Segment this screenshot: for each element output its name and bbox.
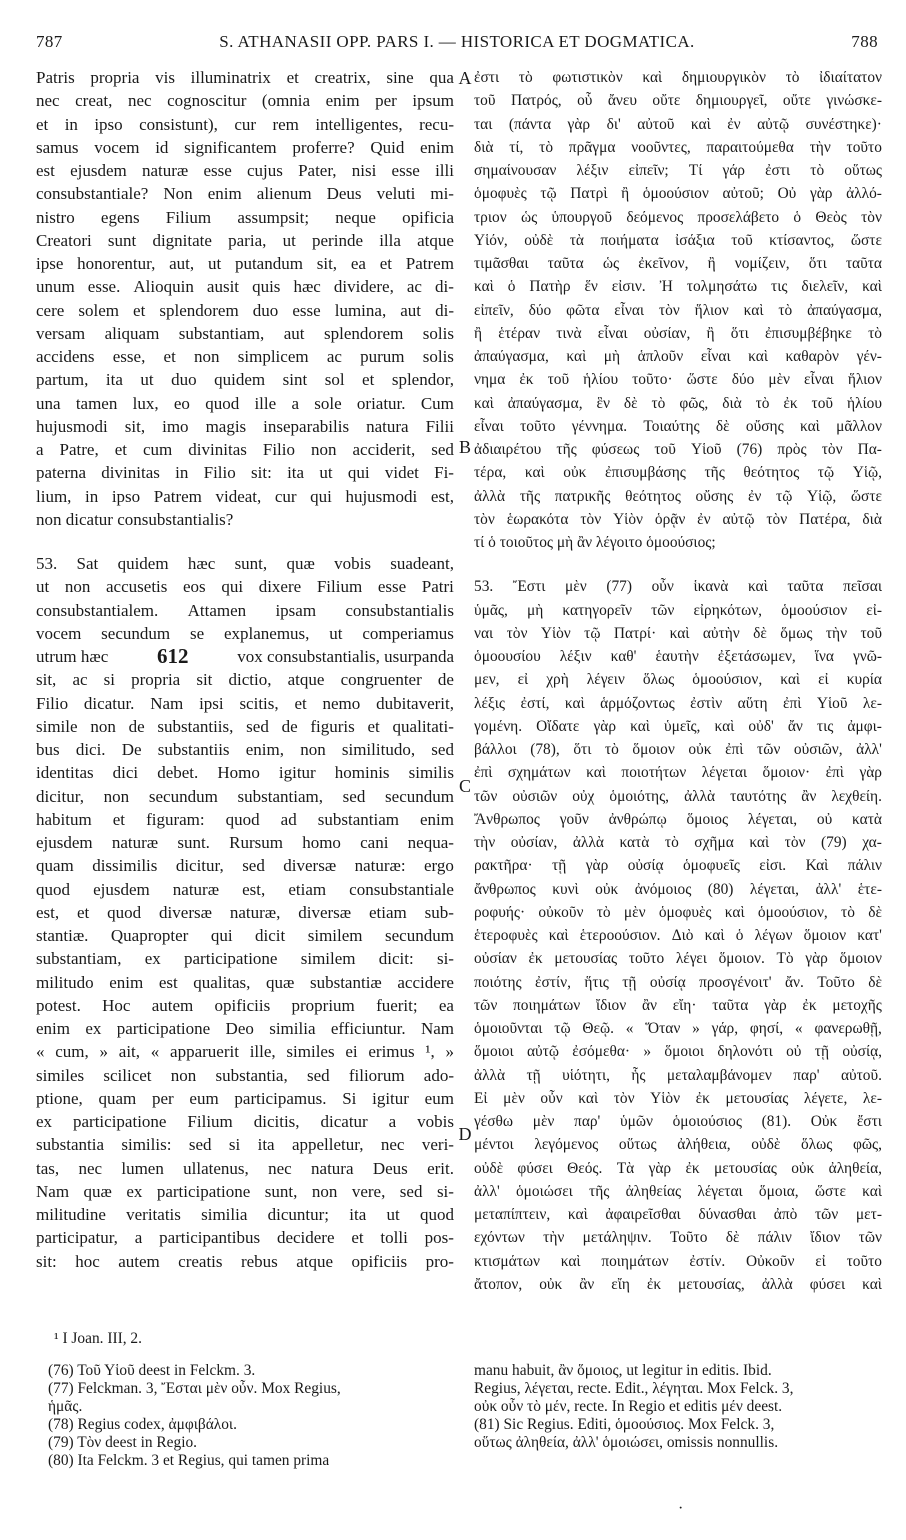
greek-line: νημα ἐκ τοῦ ἡλίου τοῦτο· ὥστε δύο μὲν εἶναι ἥλιον (474, 371, 882, 389)
margin-marker-a: A (458, 68, 472, 88)
footnote-line: (76) Τοῦ Υἱοῦ deest in Felckm. 3. (48, 1362, 256, 1379)
greek-line: ὁμοιοῦνται τῷ Θεῷ. « Ὅταν » γάρ, φησί, « φανερωθῇ, (474, 1020, 882, 1037)
greek-line: ἐπὶ σχημάτων καὶ ποιοτήτων λέγεται ὅμοιον· ἐπὶ γὰρ (474, 764, 882, 782)
greek-line: τῶν οὐσιῶν οὐχ ὁμοιότης, ἀλλὰ ταυτότης ἂν λεχθείη. (474, 787, 882, 805)
greek-line: ἢ ἑτέραν τινὰ εἶναι οὐσίαν, ἢ ὅτι ἐπισυμβέβηκε τὸ (474, 324, 882, 342)
footnote-line: (81) Sic Regius. Editi, ὁμοούσιος. Mox Felck. 3, (474, 1416, 775, 1433)
greek-line: ἀπαύγασμα, καὶ μὴ ἁπλοῦν εἶναι καὶ καθαρὸν γέν- (474, 348, 882, 365)
latin-line: quod ejusdem naturæ est, etiam consubstantiale (36, 879, 454, 899)
greek-line: μέντοι λεγόμενος οὕτως ἀλήθεια, οὐδὲ ὅλως φῶς, (474, 1136, 882, 1154)
latin-line: similes scilicet non substantia, sed filiorum ado- (36, 1065, 454, 1085)
greek-line: οὐσίαν ἐκ μετουσίας τοῦτο λέγει ὅμοιον. Τὸ γὰρ ὅμοιον (474, 950, 882, 968)
latin-column (36, 66, 454, 1273)
latin-line: enim ex participatione Deo similia efficiuntur. Nam (36, 1019, 454, 1038)
latin-line: consubstantiale? Non enim alienum Deus veluti mi- (36, 184, 454, 204)
greek-line: τῶν ποιημάτων ἴδιον ἂν εἴη· ταῦτα γὰρ ἐκ μετοχῆς (474, 996, 882, 1014)
footnote-line: (77) Felckman. 3, Ἔσται μὲν οὖν. Mox Regius, (48, 1380, 341, 1397)
greek-line: 53. Ἔστι μὲν (77) οὖν ἱκανὰ καὶ ταῦτα πεῖσαι (474, 578, 882, 596)
latin-line: vocem secundum se explanemus, ut comperiamus (36, 623, 454, 643)
latin-line: hujusmodi sit, imo magis inseparabilis natura Filii (36, 416, 454, 436)
latin-line: ut non accusetis eos qui dixere Filium esse Patri (36, 577, 454, 597)
greek-line: τοῦ Πατρός, οὗ ἄνευ οὔτε δημιουργεῖ, οὔτε γινώσκε- (474, 92, 882, 110)
latin-line: ex participatione Filium dicitis, dicatur a vobis (36, 1112, 454, 1131)
paragraph-gap (474, 554, 882, 575)
footnotes-right (474, 1362, 882, 1452)
greek-line: τὴν οὐσίαν, ἀλλὰ κατὰ τὸ σχῆμα καὶ τὸν (79) χα- (474, 834, 882, 851)
greek-line: ἑτεροφυὲς καὶ ἑτεροούσιον. Διὸ καὶ ὁ λέγων ὅμοιον κατ' (474, 927, 882, 944)
text-segment: utrum hæc (36, 647, 109, 666)
paragraph-gap (36, 531, 454, 552)
latin-line: bus dici. De substantiis enim, non similitudo, sed (36, 740, 454, 759)
latin-line: accidens esse, et non simplicem ac purum solis (36, 347, 454, 366)
greek-line: μεταπίπτειν, καὶ ἀφαιρεῖσθαι δύνασθαι ἀπὸ τῶν μετ- (474, 1206, 882, 1223)
footnote-line: (80) Ita Felckm. 3 et Regius, qui tamen prima (48, 1452, 330, 1469)
greek-line: εἰπεῖν, δύο φῶτα εἶναι τὸν ἥλιον καὶ τὸ ἀπαύγασμα, (474, 301, 882, 319)
greek-line: ἄνθρωπος κυνὶ οὐκ ἀνόμοιος (80) λέγεται, ἀλλ' ἑτε- (474, 880, 882, 898)
latin-line: stantiæ. Quapropter qui dicit similem secundum (36, 926, 454, 945)
running-title: S. ATHANASII OPP. PARS I. — HISTORICA ET DOGMATICA. (219, 32, 695, 51)
greek-line: ἀλλὰ τῇ υἱότητι, ἧς μεταλαμβάνομεν παρ' αὐτοῦ. (474, 1066, 882, 1084)
latin-line: simile non de substantiis, sed de figuris et qualitati- (36, 716, 454, 736)
greek-line: ται (πάντα γὰρ δι' αὐτοῦ καὶ ἐν αὐτῷ συνέστηκε)· (474, 115, 882, 133)
greek-line: οὐδὲ φύσει Θεός. Τὰ γὰρ ἐκ μετουσίας οὐκ ἀληθεία, (474, 1159, 882, 1177)
greek-line: ἐστι τὸ φωτιστικὸν καὶ δημιουργικὸν τὸ ἰδιαίτατον (474, 69, 882, 86)
greek-line: διὰ τί, τὸ πρᾶγμα νοοῦντες, παραιτούμεθα τὴν τοῦτο (474, 138, 882, 156)
scripture-reference: ¹ I Joan. III, 2. (54, 1330, 142, 1347)
latin-line: « cum, » ait, « apparuerit ille, similes ei erimus ¹, » (36, 1042, 454, 1062)
greek-line: ροφυής· οὐκοῦν τὸ μὲν ὁμοφυὲς καὶ ὁμοούσιον, τὸ δὲ (474, 903, 882, 921)
latin-line: samus vocem id significantem proferre? Quid enim (36, 137, 454, 157)
latin-line: lium, in ipso Patrem videat, cur qui hujusmodi est, (36, 486, 454, 506)
text-segment: vox consubstantialis, usurpanda (237, 647, 454, 666)
footnote-line: (78) Regius codex, ἀμφιβάλοι. (48, 1416, 237, 1433)
greek-line: καὶ ἀπαύγασμα, ἓν δὲ τὸ φῶς, διὰ τὸ ἐκ τοῦ ἡλίου (474, 394, 882, 412)
latin-line: est, et quod diversæ naturæ, diversæ etiam sub- (36, 902, 454, 922)
latin-line: non dicatur consubstantialis? (36, 509, 234, 529)
greek-line: λέξις ἐστί, καὶ ἁρμόζοντως ἐστὶν αὕτη ἐπὶ Υἱοῦ λε- (474, 694, 882, 712)
latin-line: Nam quæ ex participatione sunt, non vere, sed si- (36, 1181, 454, 1201)
greek-line: Εἰ μὲν οὖν καὶ τὸν Υἱὸν ἐκ μετουσίας λέγετε, λε- (474, 1089, 882, 1107)
latin-line: nec creat, nec cognoscitur (omnia enim per ipsum (36, 91, 454, 111)
greek-line: ναι τὸν Υἱὸν τῷ Πατρί· καὶ αὐτὴν δὲ ὅμως τὴν τοῦ (474, 624, 882, 642)
greek-line: γέσθω μὲν παρ' ὑμῶν ὁμοιούσιος (81). Οὐκ ἔστι (474, 1113, 882, 1130)
latin-line: quam dissimilis dicitur, sed diversæ naturæ: ergo (36, 856, 454, 876)
latin-line (36, 645, 454, 668)
latin-line: sit: hoc autem creatis rebus atque opificiis pro- (36, 1251, 454, 1271)
latin-line: identitas dici debet. Homo igitur hominis similis (36, 763, 454, 783)
greek-line: ὁμοφυὲς τῷ Πατρὶ ἢ ὁμοούσιον αὐτοῦ; Οὐ γὰρ ἀλλό- (474, 185, 882, 203)
greek-line: Ἄνθρωπος γοῦν ἀνθρώπῳ ὅμοιος λέγεται, οὐ κατὰ (474, 810, 882, 828)
latin-line: militudine veritatis similia dicuntur; ita ut quod (36, 1205, 454, 1224)
latin-line: et in ipso consistunt), cur rem intelligentes, recu- (36, 114, 454, 134)
right-page-number: 788 (851, 32, 878, 51)
greek-line: ποιότης ἐστίν, ἥτις τῇ οὐσίᾳ προσγένοιτ' ἄν. Τοῦτο δὲ (474, 973, 882, 991)
latin-line: substantiam, ex participatione similem dicit: si- (36, 949, 454, 969)
latin-line: versam aliquam substantiam, aut splendorem solis (36, 323, 454, 343)
greek-line: ὑμᾶς, μὴ κατηγορεῖν τῶν εἰρηκότων, ὁμοούσιον εἰ- (474, 601, 882, 619)
greek-line: κτισμάτων καὶ ποιημάτων ἐστίν. Οὐκοῦν εἰ τοῦτο (474, 1252, 882, 1270)
latin-line: dicitur, non secundum substantiam, sed secundum (36, 786, 454, 806)
margin-marker-d: D (458, 1124, 472, 1144)
column-number: 612 (157, 644, 189, 668)
footnote-line: (79) Τὸν deest in Regio. (48, 1434, 198, 1451)
latin-line: nistro egens Filium assumpsit; neque opificia (36, 207, 454, 227)
footnote-line: manu habuit, ἂν ὅμοιος, ut legitur in editis. Ibid. (474, 1362, 772, 1379)
latin-line: ejusdem naturæ sunt. Rursum homo cani nequa- (36, 833, 454, 852)
latin-line: participatur, a participantibus decidere et tolli pos- (36, 1228, 454, 1248)
greek-line: τέρα, καὶ οὐκ ἐπισυμβάσης τῆς θεότητος τῷ Υἱῷ, (474, 464, 882, 482)
latin-line: a Patre, et cum divinitas Filio non acciderit, sed (36, 440, 454, 459)
latin-line: ptione, quam per eum participamus. Si igitur eum (36, 1088, 454, 1108)
greek-line: σημαίνουσαν λέξιν εἰπεῖν; Τί γάρ ἐστι τὸ οὕτως (474, 162, 882, 179)
greek-line: εἶναι τοῦτο γέννημα. Τοιαύτης δὲ οὔσης καὶ μᾶλλον (474, 417, 882, 435)
footnote-line: Regius, λέγεται, recte. Edit., λέγηται. Mox Felck. 3, (474, 1380, 794, 1397)
latin-line: Filio dicatur. Nam ipsi scitis, et nemo dubitaverit, (36, 693, 454, 713)
latin-line: una tamen lux, eo quod ille a sole oriatur. Cum (36, 393, 454, 413)
footnotes-left (48, 1362, 458, 1470)
greek-line: τὸν ἑωρακότα τὸν Υἱὸν ὁρᾷν ἐν αὐτῷ τὸν Πατέρα, διὰ (474, 510, 882, 528)
greek-line: βάλλοι (78), ὅτι τὸ ὅμοιον οὐκ ἐπὶ τῶν οὐσιῶν, ἀλλ' (474, 741, 882, 758)
greek-line: ἄτοπον, οὐκ ἂν εἴη ἐκ μετουσίας, ἀλλὰ φύσει καὶ (474, 1275, 882, 1293)
footnote-line: οὐκ οὖν τὸ μέν, recte. In Regio et editis μέν deest. (474, 1398, 783, 1415)
latin-line: unum esse. Alioquin ausit quis hæc dividere, ac di- (36, 277, 454, 297)
greek-line: ὅμοιοι αὐτῷ ἐσόμεθα· » ὅμοιοι δηλονότι οὐ τῇ οὐσίᾳ, (474, 1043, 882, 1061)
margin-marker-c: C (458, 776, 471, 796)
latin-line: militudo enim est qualitas, quæ substantiæ accidere (36, 972, 454, 992)
latin-line: substantia similis: sed si ita appelletur, nec veri- (36, 1135, 454, 1155)
margin-marker-b: B (458, 437, 471, 457)
greek-line: ὁμοουσίου λέξιν καθ' ἑαυτὴν ἐξετάσωμεν, ἵνα γνῶ- (474, 648, 882, 665)
latin-line: consubstantialem. Attamen ipsam consubstantialis (36, 600, 454, 620)
greek-line: ἀδιαιρέτου τῆς φύσεως τοῦ Υἱοῦ (76) πρὸς τὸν Πα- (474, 441, 882, 458)
footnote-line: οὕτως ἀληθεία, ἀλλ' ὁμοιώσει, omissis nonnullis. (474, 1434, 779, 1451)
greek-column (474, 66, 882, 1296)
greek-line: τριον ὡς ὑπουργοῦ δεόμενος προσελάβετο ὁ Θεὸς τὸν (474, 208, 882, 226)
latin-line: ipse honorentur, aut, ut putandum sit, ea et Patrem (36, 254, 454, 273)
page-header (36, 32, 878, 62)
latin-line: 53. Sat quidem hæc sunt, quæ vobis suadeant, (36, 554, 454, 573)
latin-line: cere solem et splendorem duo esse lumina, aut di- (36, 300, 454, 320)
greek-line: γομένη. Οἴδατε γὰρ καὶ ὑμεῖς, καὶ οὐδ' ἄν τις ἀμφι- (474, 717, 882, 735)
greek-line: εχόντων τὴν μετάληψιν. Τοῦτο δὲ πάλιν ἴδιον τῶν (474, 1229, 882, 1247)
latin-line: sit, ac si propria sit dictio, atque congruenter de (36, 670, 454, 690)
latin-line: paterna divinitas in Filio sit: ita ut qui videt Fi- (36, 463, 454, 483)
greek-line: τί ὁ τοιοῦτος μὴ ἂν λέγοιτο ὁμοούσιος; (474, 534, 716, 551)
greek-line: καὶ ὁ Πατὴρ ἕν εἰσιν. Ἠ τολμησάτω τις διελεῖν, καὶ (474, 278, 882, 296)
latin-line: tas, nec lumen ullatenus, nec natura Deus erit. (36, 1158, 454, 1178)
greek-line: ἀλλὰ τῆς πατρικῆς θεότητος οὔσης ἐν τῷ Υἱῷ, ὥστε (474, 487, 882, 505)
latin-line: Patris propria vis illuminatrix et creatrix, sine qua (36, 68, 454, 87)
greek-line: Υἱόν, οὐδὲ τὰ ποιήματα ἰσάξια τοῦ κτίσαντος, ὥστε (474, 231, 882, 249)
footnote-line: ἡμᾶς. (48, 1398, 83, 1415)
greek-line: τιμᾶσθαι ταῦτα ὡς ἐκεῖνον, ἢ νομίζειν, ὅτι ταῦτα (474, 255, 882, 272)
latin-line: habitum et figuram: quod ad substantiam enim (36, 809, 454, 829)
latin-line: est ejusdem naturæ esse cujus Pater, nisi esse illi (36, 161, 454, 180)
latin-line: partum, ita ut duo quidem sint sol et splendor, (36, 370, 454, 390)
greek-line: μεν, εἰ χρὴ λέγειν ὅλως ὁμοούσιον, καὶ εἰ κυρία (474, 671, 882, 689)
stray-mark: · (678, 1500, 684, 1517)
latin-line: potest. Hoc autem opificiis proprium fuerit; ea (36, 995, 454, 1015)
left-page-number: 787 (36, 32, 63, 51)
greek-line: ἀλλ' ὁμοιώσει τῆς ἀληθείας λέγεται ὅμοια, ὥστε καὶ (474, 1182, 882, 1200)
greek-line: ρακτῆρα· τῇ γὰρ οὐσίᾳ ὁμοφυεῖς εἰσι. Καὶ πάλιν (474, 857, 882, 875)
latin-line: Creatori sunt dignitate paria, ut perinde illa atque (36, 230, 454, 250)
